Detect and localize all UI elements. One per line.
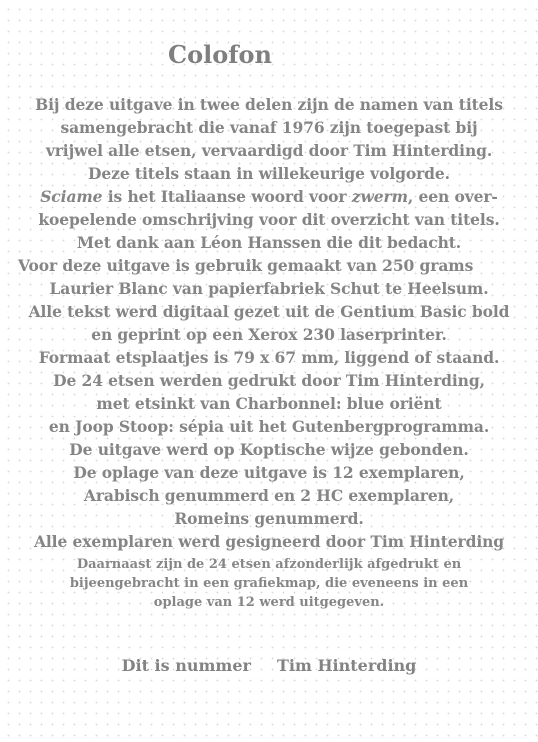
colophon-line: Romeins genummerd. [174,509,364,528]
italic-word-sciame: Sciame [40,187,103,206]
colophon-line: en geprint op een Xerox 230 laserprinter. [91,325,447,344]
colophon-line: Alle exemplaren werd gesigneerd door Tim Hinterding [33,532,505,551]
colophon-line: De uitgave werd op Koptische wijze gebonden. [69,440,469,459]
note-line: oplage van 12 werd uitgegeven. [153,595,385,610]
colophon-line: Voor deze uitgave is gebruik gemaakt van 250 grams [18,256,474,275]
edition-number-label: Dit is nummer [121,656,251,675]
colophon-line-sciame [0,187,538,210]
colophon-line: De oplage van deze uitgave is 12 exemplaren, [73,463,465,482]
colophon-line: De 24 etsen werden gedrukt door Tim Hinterding, [53,371,485,390]
colophon-text [0,95,538,555]
colophon-line: Formaat etsplaatjes is 79 x 67 mm, liggend of staand. [38,348,500,367]
italic-word-zwerm: zwerm [351,187,408,206]
signature-line [0,654,538,678]
note-line: bijeengebracht in een grafiekmap, die eveneens in een [69,576,469,591]
artist-name: Tim Hinterding [276,656,417,675]
colophon-line: Bij deze uitgave in twee delen zijn de namen van titels [35,95,503,114]
colophon-line: Alle tekst werd digitaal gezet uit de Gentium Basic bold [28,302,510,321]
note-line: Daarnaast zijn de 24 etsen afzonderlijk afgedrukt en [76,557,462,572]
colophon-line: Deze titels staan in willekeurige volgorde. [88,164,450,183]
colophon-line: en Joop Stoop: sépia uit het Gutenbergprogramma. [48,417,490,436]
portfolio-note [0,556,538,613]
colophon-line: Met dank aan Léon Hanssen die dit bedacht. [76,233,462,252]
colophon-line: samengebracht die vanaf 1976 zijn toegepast bij [60,118,478,137]
colophon-line: koepelende omschrijving voor dit overzicht van titels. [38,210,500,229]
colophon-line: Laurier Blanc van papierfabriek Schut te Heelsum. [49,279,489,298]
colophon-line-part: , een over- [407,187,498,206]
colophon-line: vrijwel alle etsen, vervaardigd door Tim Hinterding. [45,141,493,160]
colophon-line-part: is het Italiaanse woord voor [102,187,352,206]
colophon-line: met etsinkt van Charbonnel: blue oriënt [96,394,442,413]
page-title: Colofon [167,40,272,69]
colophon-line: Arabisch genummerd en 2 HC exemplaren, [83,486,455,505]
